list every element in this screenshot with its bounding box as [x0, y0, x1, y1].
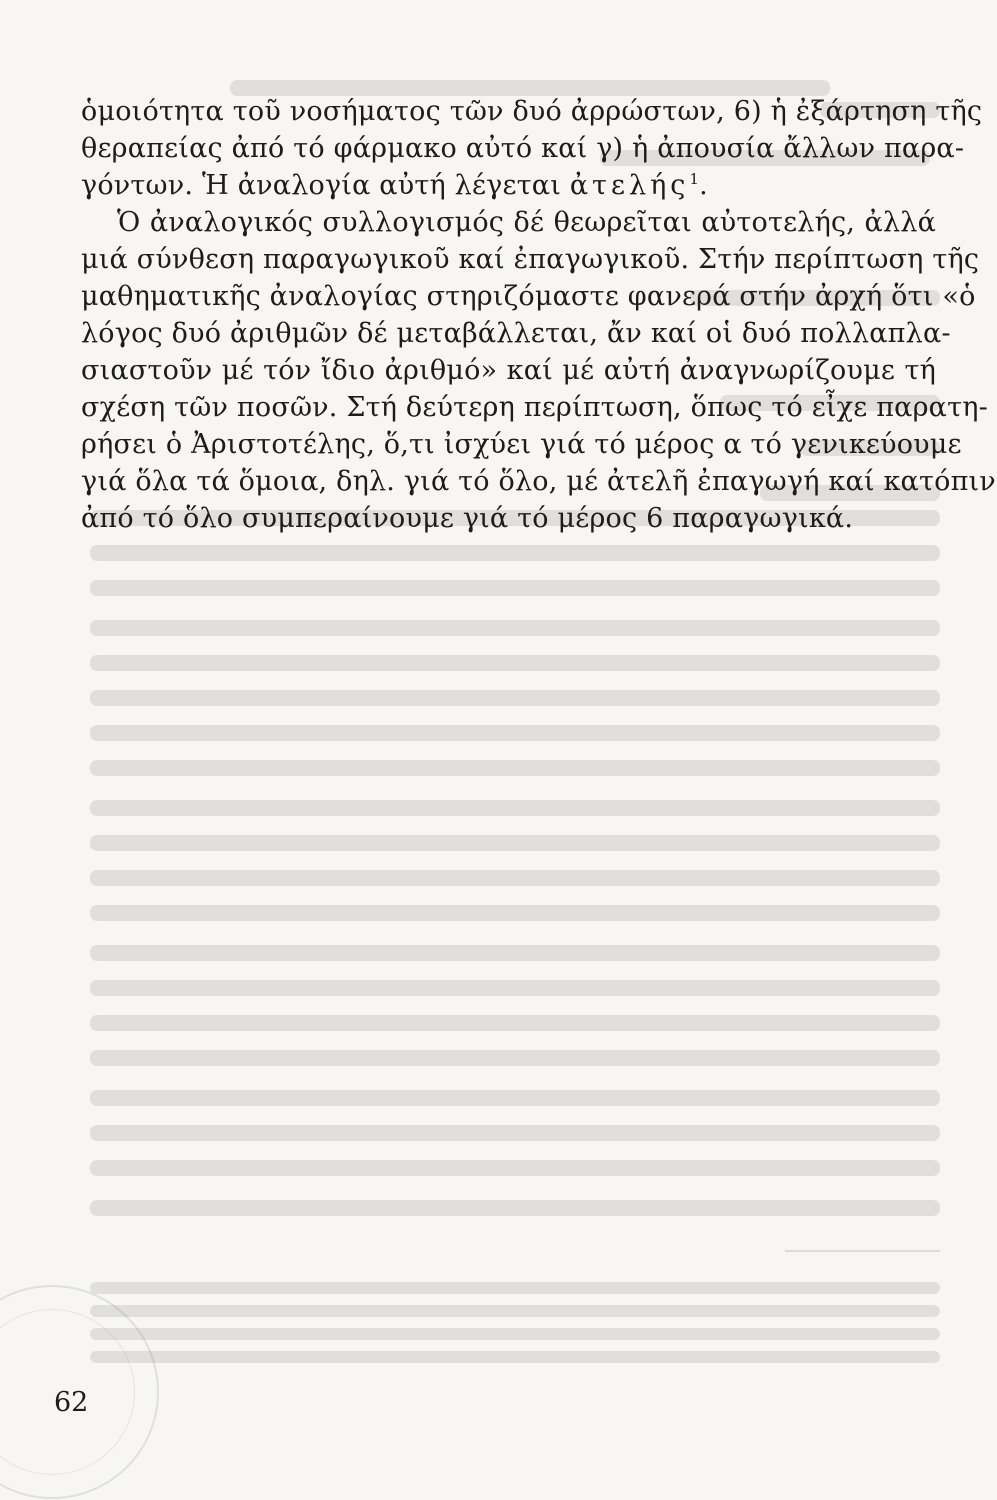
text-line: γόντων. Ἡ ἀναλογία αὐτή λέγεται ἀτελής$^1$. — [81, 170, 708, 201]
text-line: θεραπείας ἀπό τό φάρμακο αὐτό καί γ) ἡ ἀπουσία ἄλλων παρα- — [81, 133, 965, 164]
text-line: σιαστοῦν μέ τόν ἴδιο ἀριθμό» καί μέ αὐτή ἀναγνωρίζουμε τή — [81, 355, 936, 386]
text-segment: γόντων. Ἡ ἀναλογία αὐτή λέγεται — [81, 170, 562, 201]
text-line: σχέση τῶν ποσῶν. Στή δεύτερη περίπτωση, ὅπως τό εἶχε παρατη- — [81, 392, 988, 423]
text-line: Ὁ ἀναλογικός συλλογισμός δέ θεωρεῖται αὐτοτελής, ἀλλά — [117, 207, 936, 238]
text-line: μιά σύνθεση παραγωγικοῦ καί ἐπαγωγικοῦ. Στήν περίπτωση τῆς — [81, 244, 980, 275]
page-number: 62 — [54, 1387, 89, 1418]
emphasized-term: ἀτελής — [569, 170, 690, 201]
text-line: ὁμοιότητα τοῦ νοσήματος τῶν δυό ἀρρώστων, 6) ἡ ἐξάρτηση τῆς — [81, 96, 983, 127]
text-line: ἀπό τό ὅλο συμπεραίνουμε γιά τό μέρος 6 παραγωγικά. — [81, 503, 854, 534]
text-line: λόγος δυό ἀριθμῶν δέ μεταβάλλεται, ἄν καί οἱ δυό πολλαπλα- — [81, 318, 951, 349]
footnote-marker: 1 — [689, 170, 700, 188]
text-line: ρήσει ὁ Ἀριστοτέλης, ὅ,τι ἰσχύει γιά τό μέρος α τό γενικεύουμε — [81, 429, 962, 460]
text-line: γιά ὅλα τά ὅμοια, δηλ. γιά τό ὅλο, μέ ἀτελῆ ἐπαγωγή καί κατόπιν — [81, 466, 996, 497]
text-line: μαθηματικῆς ἀναλογίας στηριζόμαστε φανερά στήν ἀρχή ὅτι «ὁ — [81, 281, 976, 312]
